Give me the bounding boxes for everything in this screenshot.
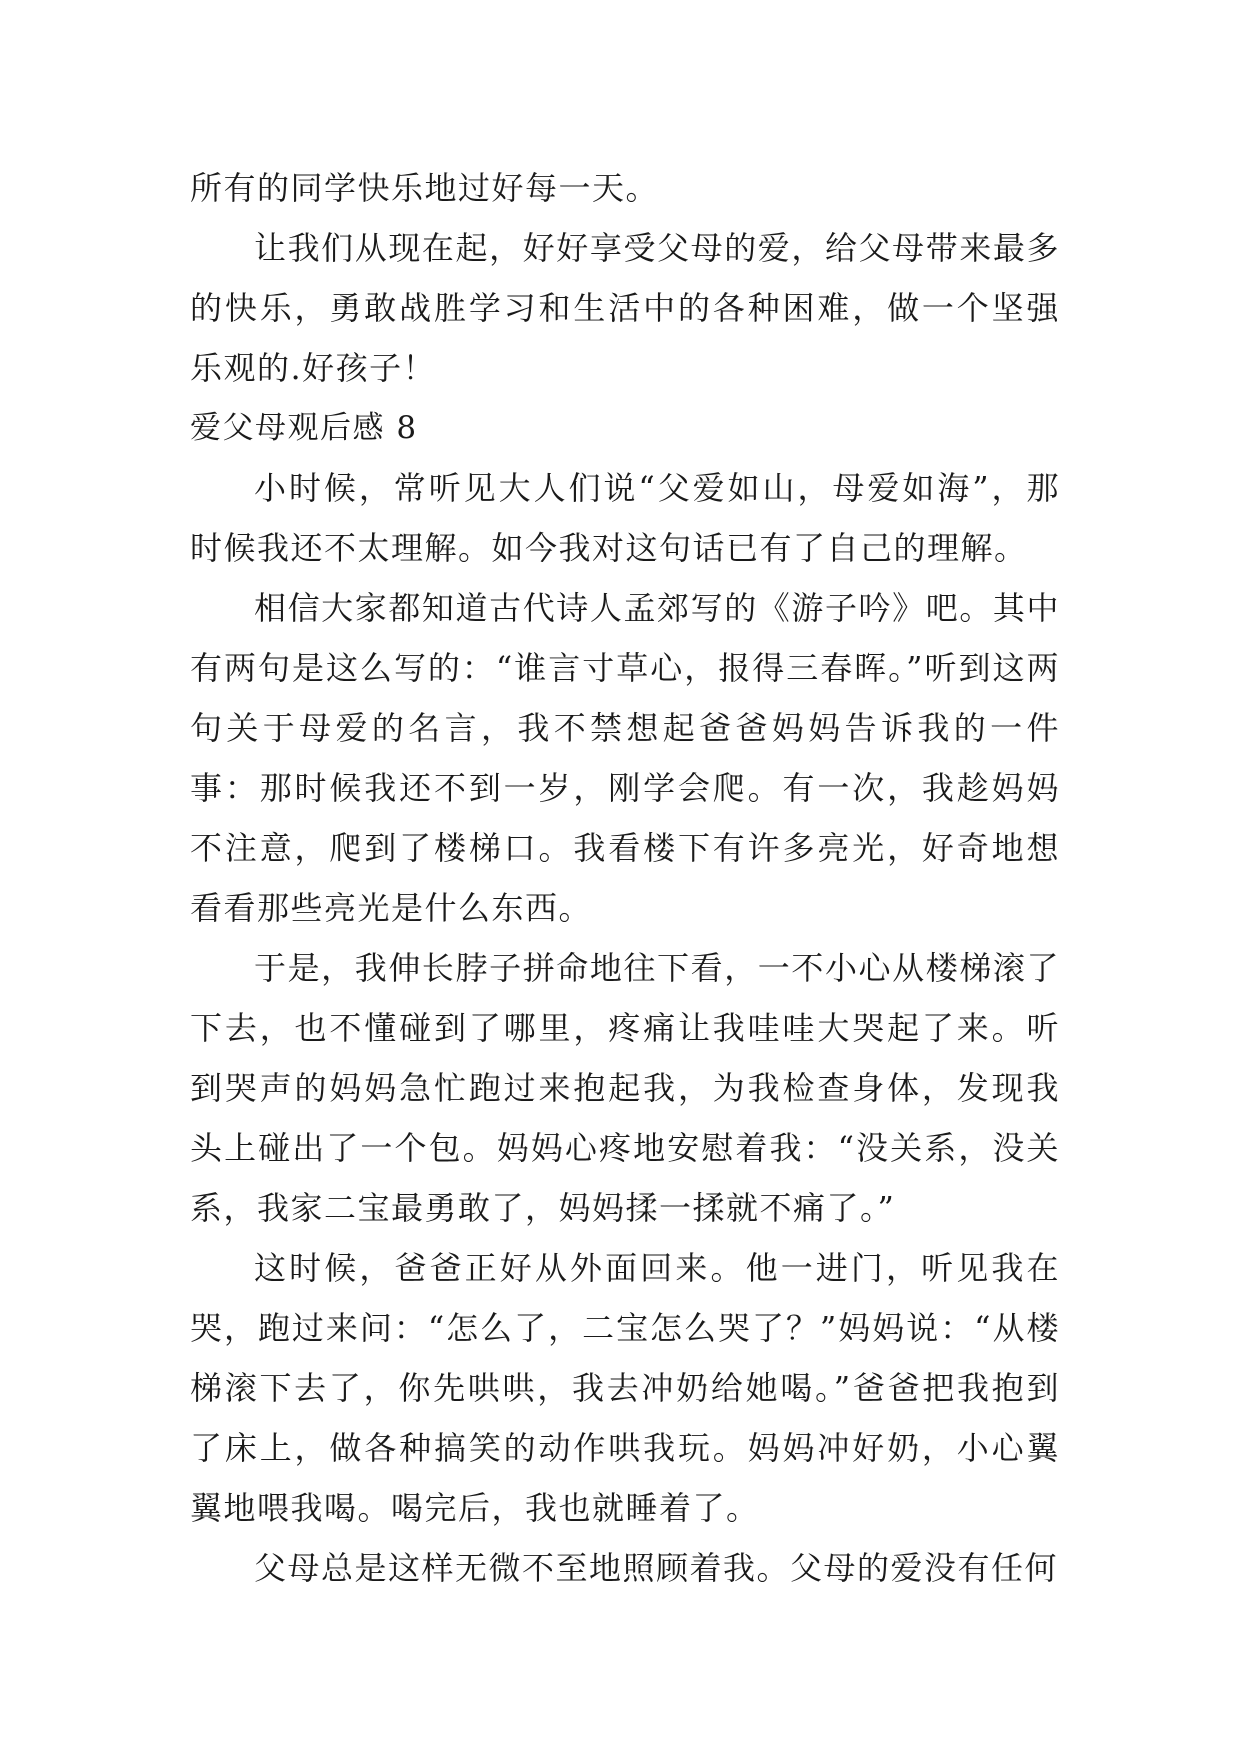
paragraph: 所有的同学快乐地过好每一天。 bbox=[190, 169, 660, 207]
paragraph: 小时候，常听见大人们说“父爱如山，母爱如海”，那时候我还不太理解。如今我对这句话已有了自己的理解。 bbox=[190, 469, 1060, 567]
section-heading: 爱父母观后感 8 bbox=[190, 410, 418, 446]
paragraph: 这时候，爸爸正好从外面回来。他一进门，听见我在哭，跑过来问：“怎么了，二宝怎么哭了？”妈妈说：“从楼梯滚下去了，你先哄哄，我去冲奶给她喝。”爸爸把我抱到了床上，做各种搞笑的动作哄我玩。妈妈冲好奶，小心翼翼地喂我喝。喝完后，我也就睡着了。 bbox=[190, 1249, 1060, 1527]
paragraph: 父母总是这样无微不至地照顾着我。父母的爱没有任何 bbox=[254, 1549, 1059, 1587]
paragraph: 相信大家都知道古代诗人孟郊写的《游子吟》吧。其中有两句是这么写的：“谁言寸草心，报得三春晖。”听到这两句关于母爱的名言，我不禁想起爸爸妈妈告诉我的一件事：那时候我还不到一岁，刚学会爬。有一次，我趁妈妈不注意，爬到了楼梯口。我看楼下有许多亮光，好奇地想看看那些亮光是什么东西。 bbox=[190, 589, 1060, 927]
paragraph: 于是，我伸长脖子拼命地往下看，一不小心从楼梯滚了下去，也不懂碰到了哪里，疼痛让我哇哇大哭起了来。听到哭声的妈妈急忙跑过来抱起我，为我检查身体，发现我头上碰出了一个包。妈妈心疼地安慰着我：“没关系，没关系，我家二宝最勇敢了，妈妈揉一揉就不痛了。” bbox=[190, 949, 1060, 1227]
document-body bbox=[190, 158, 1060, 1598]
paragraph: 让我们从现在起，好好享受父母的爱，给父母带来最多的快乐，勇敢战胜学习和生活中的各种困难，做一个坚强乐观的.好孩子！ bbox=[190, 229, 1060, 387]
